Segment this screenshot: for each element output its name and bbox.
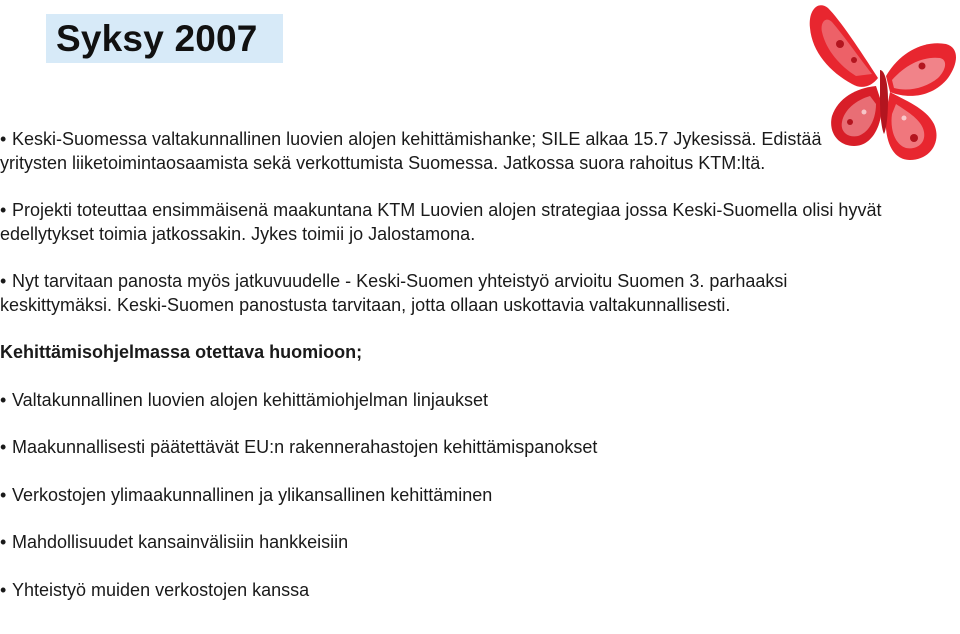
bullet-paragraph <box>0 199 890 246</box>
bullet-paragraph-text: Keski-Suomessa valtakunnallinen luovien alojen kehittämishanke; SILE alkaa 15.7 Jykesissä. Edistää yritysten liiketoimintaosaamista sekä verkottumista Suomessa. Jatkossa suora rahoitus KTM:ltä. <box>0 129 822 173</box>
list-item-text: Mahdollisuudet kansainvälisiin hankkeisiin <box>12 532 349 552</box>
bullet-marker: • <box>0 389 7 410</box>
bullet-marker: • <box>0 484 7 505</box>
list-item-text: Valtakunnallinen luovien alojen kehittämiohjelman linjaukset <box>12 389 488 410</box>
bullet-marker: • <box>0 532 7 552</box>
list-item <box>0 389 890 413</box>
slide-title: Syksy 2007 <box>56 17 258 59</box>
list-item <box>0 436 890 460</box>
bullet-paragraph <box>0 270 890 317</box>
bullet-marker: • <box>0 200 7 220</box>
bullet-paragraph <box>0 128 890 175</box>
bullet-marker: • <box>0 271 7 291</box>
list-item-text: Verkostojen ylimaakunnallinen ja ylikansallinen kehittäminen <box>12 484 493 505</box>
slide-content <box>0 128 890 626</box>
bullet-marker: • <box>0 129 7 149</box>
bullet-paragraph-text: Nyt tarvitaan panosta myös jatkuvuudelle - Keski-Suomen yhteistyö arvioitu Suomen 3. parhaaksi keskittymäksi. Keski-Suomen panostusta tarvitaan, jotta ollaan uskottavia valtakunnallisesti. <box>0 271 788 315</box>
slide-title-box <box>46 14 283 63</box>
list-item <box>0 484 890 508</box>
bullet-marker: • <box>0 437 7 457</box>
list-item-text: Yhteistyö muiden verkostojen kanssa <box>12 579 310 600</box>
bullet-marker: • <box>0 579 7 600</box>
list-item <box>0 579 890 603</box>
list-item-text: Maakunnallisesti päätettävät EU:n rakennerahastojen kehittämispanokset <box>12 437 598 457</box>
section-heading: Kehittämisohjelmassa otettava huomioon; <box>0 342 363 362</box>
list-item <box>0 531 890 555</box>
bullet-paragraph-text: Projekti toteuttaa ensimmäisenä maakuntana KTM Luovien alojen strategiaa jossa Keski-Suomella olisi hyvät edellytykset toimia jatkossakin. Jykes toimii jo Jalostamona. <box>0 200 882 244</box>
